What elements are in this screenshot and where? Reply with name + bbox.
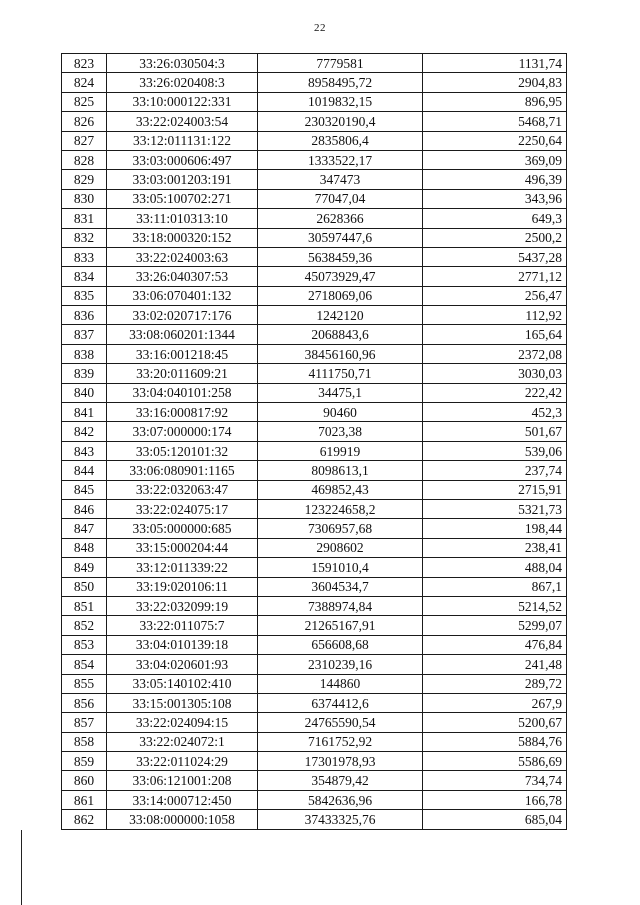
cadastral-value-cell: 7023,38 [258,422,423,441]
cadastral-value-cell: 7779581 [258,54,423,73]
cadastral-number-cell: 33:05:120101:32 [107,441,258,460]
cadastral-value-cell: 2908602 [258,538,423,557]
amount-cell: 685,04 [423,810,567,829]
cadastral-value-cell: 8958495,72 [258,73,423,92]
amount-cell: 5299,07 [423,616,567,635]
table-row [62,499,567,518]
cadastral-number-cell: 33:10:000122:331 [107,92,258,111]
table-row [62,189,567,208]
amount-cell: 198,44 [423,519,567,538]
cadastral-number-cell: 33:26:020408:3 [107,73,258,92]
cadastral-number-cell: 33:06:080901:1165 [107,461,258,480]
amount-cell: 501,67 [423,422,567,441]
table-row [62,810,567,829]
row-number-cell: 826 [62,112,107,131]
table-row [62,655,567,674]
row-number-cell: 844 [62,461,107,480]
row-number-cell: 838 [62,344,107,363]
amount-cell: 452,3 [423,403,567,422]
cadastral-value-cell: 5638459,36 [258,247,423,266]
amount-cell: 496,39 [423,170,567,189]
table-row [62,150,567,169]
amount-cell: 165,64 [423,325,567,344]
amount-cell: 166,78 [423,790,567,809]
cadastral-table [61,53,567,830]
row-number-cell: 855 [62,674,107,693]
cadastral-value-cell: 144860 [258,674,423,693]
row-number-cell: 841 [62,403,107,422]
table-row [62,558,567,577]
cadastral-value-cell: 1242120 [258,306,423,325]
cadastral-value-cell: 1019832,15 [258,92,423,111]
amount-cell: 1131,74 [423,54,567,73]
amount-cell: 5468,71 [423,112,567,131]
row-number-cell: 827 [62,131,107,150]
cadastral-number-cell: 33:05:000000:685 [107,519,258,538]
amount-cell: 2771,12 [423,267,567,286]
table-row [62,674,567,693]
table-row [62,461,567,480]
cadastral-value-cell: 2835806,4 [258,131,423,150]
page-number: 22 [314,22,326,34]
cadastral-number-cell: 33:06:070401:132 [107,286,258,305]
row-number-cell: 846 [62,499,107,518]
amount-cell: 649,3 [423,209,567,228]
cadastral-value-cell: 5842636,96 [258,790,423,809]
amount-cell: 5321,73 [423,499,567,518]
amount-cell: 289,72 [423,674,567,693]
table-row [62,383,567,402]
cadastral-number-cell: 33:22:032099:19 [107,596,258,615]
table-row [62,209,567,228]
table-row [62,752,567,771]
table-row [62,771,567,790]
cadastral-number-cell: 33:19:020106:11 [107,577,258,596]
amount-cell: 539,06 [423,441,567,460]
cadastral-number-cell: 33:08:060201:1344 [107,325,258,344]
cadastral-value-cell: 21265167,91 [258,616,423,635]
table-row [62,693,567,712]
row-number-cell: 842 [62,422,107,441]
amount-cell: 2250,64 [423,131,567,150]
cadastral-value-cell: 3604534,7 [258,577,423,596]
cadastral-number-cell: 33:11:010313:10 [107,209,258,228]
cadastral-number-cell: 33:22:024003:63 [107,247,258,266]
row-number-cell: 857 [62,713,107,732]
table-row [62,441,567,460]
row-number-cell: 860 [62,771,107,790]
cadastral-value-cell: 38456160,96 [258,344,423,363]
amount-cell: 5437,28 [423,247,567,266]
table-row [62,247,567,266]
amount-cell: 369,09 [423,150,567,169]
row-number-cell: 852 [62,616,107,635]
cadastral-number-cell: 33:02:020717:176 [107,306,258,325]
amount-cell: 256,47 [423,286,567,305]
amount-cell: 267,9 [423,693,567,712]
amount-cell: 343,96 [423,189,567,208]
cadastral-number-cell: 33:22:011024:29 [107,752,258,771]
table-row [62,635,567,654]
cadastral-number-cell: 33:03:001203:191 [107,170,258,189]
table-row [62,325,567,344]
cadastral-number-cell: 33:18:000320:152 [107,228,258,247]
row-number-cell: 839 [62,364,107,383]
cadastral-number-cell: 33:20:011609:21 [107,364,258,383]
cadastral-value-cell: 1333522,17 [258,150,423,169]
row-number-cell: 824 [62,73,107,92]
amount-cell: 222,42 [423,383,567,402]
amount-cell: 896,95 [423,92,567,111]
amount-cell: 238,41 [423,538,567,557]
cadastral-number-cell: 33:22:024075:17 [107,499,258,518]
row-number-cell: 847 [62,519,107,538]
table-row [62,538,567,557]
table-row [62,131,567,150]
row-number-cell: 849 [62,558,107,577]
row-number-cell: 831 [62,209,107,228]
cadastral-value-cell: 354879,42 [258,771,423,790]
table-row [62,616,567,635]
cadastral-number-cell: 33:26:040307:53 [107,267,258,286]
cadastral-number-cell: 33:04:040101:258 [107,383,258,402]
table-row [62,422,567,441]
cadastral-value-cell: 1591010,4 [258,558,423,577]
row-number-cell: 850 [62,577,107,596]
cadastral-number-cell: 33:03:000606:497 [107,150,258,169]
row-number-cell: 837 [62,325,107,344]
cadastral-value-cell: 469852,43 [258,480,423,499]
table-row [62,306,567,325]
row-number-cell: 854 [62,655,107,674]
cadastral-value-cell: 4111750,71 [258,364,423,383]
cadastral-value-cell: 37433325,76 [258,810,423,829]
row-number-cell: 836 [62,306,107,325]
table-row [62,519,567,538]
row-number-cell: 840 [62,383,107,402]
amount-cell: 5214,52 [423,596,567,615]
cadastral-value-cell: 619919 [258,441,423,460]
table-row [62,713,567,732]
cadastral-number-cell: 33:16:001218:45 [107,344,258,363]
row-number-cell: 853 [62,635,107,654]
table-row [62,267,567,286]
scan-edge-line [21,830,22,905]
cadastral-number-cell: 33:14:000712:450 [107,790,258,809]
cadastral-number-cell: 33:12:011131:122 [107,131,258,150]
cadastral-value-cell: 656608,68 [258,635,423,654]
cadastral-value-cell: 90460 [258,403,423,422]
cadastral-value-cell: 7161752,92 [258,732,423,751]
row-number-cell: 823 [62,54,107,73]
amount-cell: 867,1 [423,577,567,596]
cadastral-number-cell: 33:26:030504:3 [107,54,258,73]
cadastral-number-cell: 33:15:001305:108 [107,693,258,712]
cadastral-value-cell: 2068843,6 [258,325,423,344]
table-row [62,344,567,363]
row-number-cell: 856 [62,693,107,712]
table-row [62,73,567,92]
amount-cell: 2904,83 [423,73,567,92]
row-number-cell: 862 [62,810,107,829]
amount-cell: 112,92 [423,306,567,325]
row-number-cell: 833 [62,247,107,266]
table-row [62,480,567,499]
cadastral-number-cell: 33:05:100702:271 [107,189,258,208]
table-row [62,112,567,131]
cadastral-value-cell: 2718069,06 [258,286,423,305]
cadastral-number-cell: 33:22:032063:47 [107,480,258,499]
row-number-cell: 829 [62,170,107,189]
cadastral-value-cell: 24765590,54 [258,713,423,732]
cadastral-number-cell: 33:22:024003:54 [107,112,258,131]
cadastral-table-body [62,54,567,830]
table-row [62,54,567,73]
cadastral-value-cell: 347473 [258,170,423,189]
cadastral-number-cell: 33:12:011339:22 [107,558,258,577]
cadastral-number-cell: 33:06:121001:208 [107,771,258,790]
table-row [62,403,567,422]
amount-cell: 476,84 [423,635,567,654]
amount-cell: 2715,91 [423,480,567,499]
table-row [62,596,567,615]
cadastral-value-cell: 2628366 [258,209,423,228]
table-row [62,170,567,189]
row-number-cell: 825 [62,92,107,111]
amount-cell: 237,74 [423,461,567,480]
amount-cell: 2372,08 [423,344,567,363]
cadastral-value-cell: 45073929,47 [258,267,423,286]
cadastral-value-cell: 123224658,2 [258,499,423,518]
cadastral-number-cell: 33:07:000000:174 [107,422,258,441]
cadastral-value-cell: 30597447,6 [258,228,423,247]
table-row [62,577,567,596]
cadastral-number-cell: 33:04:010139:18 [107,635,258,654]
row-number-cell: 859 [62,752,107,771]
table-row [62,228,567,247]
table-row [62,790,567,809]
cadastral-value-cell: 77047,04 [258,189,423,208]
cadastral-value-cell: 230320190,4 [258,112,423,131]
cadastral-number-cell: 33:22:024094:15 [107,713,258,732]
cadastral-value-cell: 2310239,16 [258,655,423,674]
row-number-cell: 843 [62,441,107,460]
row-number-cell: 832 [62,228,107,247]
cadastral-value-cell: 6374412,6 [258,693,423,712]
cadastral-number-cell: 33:22:011075:7 [107,616,258,635]
row-number-cell: 851 [62,596,107,615]
amount-cell: 2500,2 [423,228,567,247]
table-row [62,286,567,305]
cadastral-number-cell: 33:16:000817:92 [107,403,258,422]
cadastral-value-cell: 34475,1 [258,383,423,402]
cadastral-value-cell: 7306957,68 [258,519,423,538]
row-number-cell: 834 [62,267,107,286]
cadastral-number-cell: 33:15:000204:44 [107,538,258,557]
table-row [62,732,567,751]
amount-cell: 734,74 [423,771,567,790]
amount-cell: 3030,03 [423,364,567,383]
row-number-cell: 845 [62,480,107,499]
cadastral-number-cell: 33:04:020601:93 [107,655,258,674]
row-number-cell: 830 [62,189,107,208]
amount-cell: 488,04 [423,558,567,577]
row-number-cell: 828 [62,150,107,169]
cadastral-value-cell: 8098613,1 [258,461,423,480]
amount-cell: 5200,67 [423,713,567,732]
row-number-cell: 835 [62,286,107,305]
row-number-cell: 848 [62,538,107,557]
cadastral-value-cell: 17301978,93 [258,752,423,771]
amount-cell: 5884,76 [423,732,567,751]
cadastral-number-cell: 33:08:000000:1058 [107,810,258,829]
amount-cell: 5586,69 [423,752,567,771]
cadastral-number-cell: 33:22:024072:1 [107,732,258,751]
table-row [62,92,567,111]
row-number-cell: 861 [62,790,107,809]
table-row [62,364,567,383]
row-number-cell: 858 [62,732,107,751]
cadastral-number-cell: 33:05:140102:410 [107,674,258,693]
amount-cell: 241,48 [423,655,567,674]
cadastral-value-cell: 7388974,84 [258,596,423,615]
